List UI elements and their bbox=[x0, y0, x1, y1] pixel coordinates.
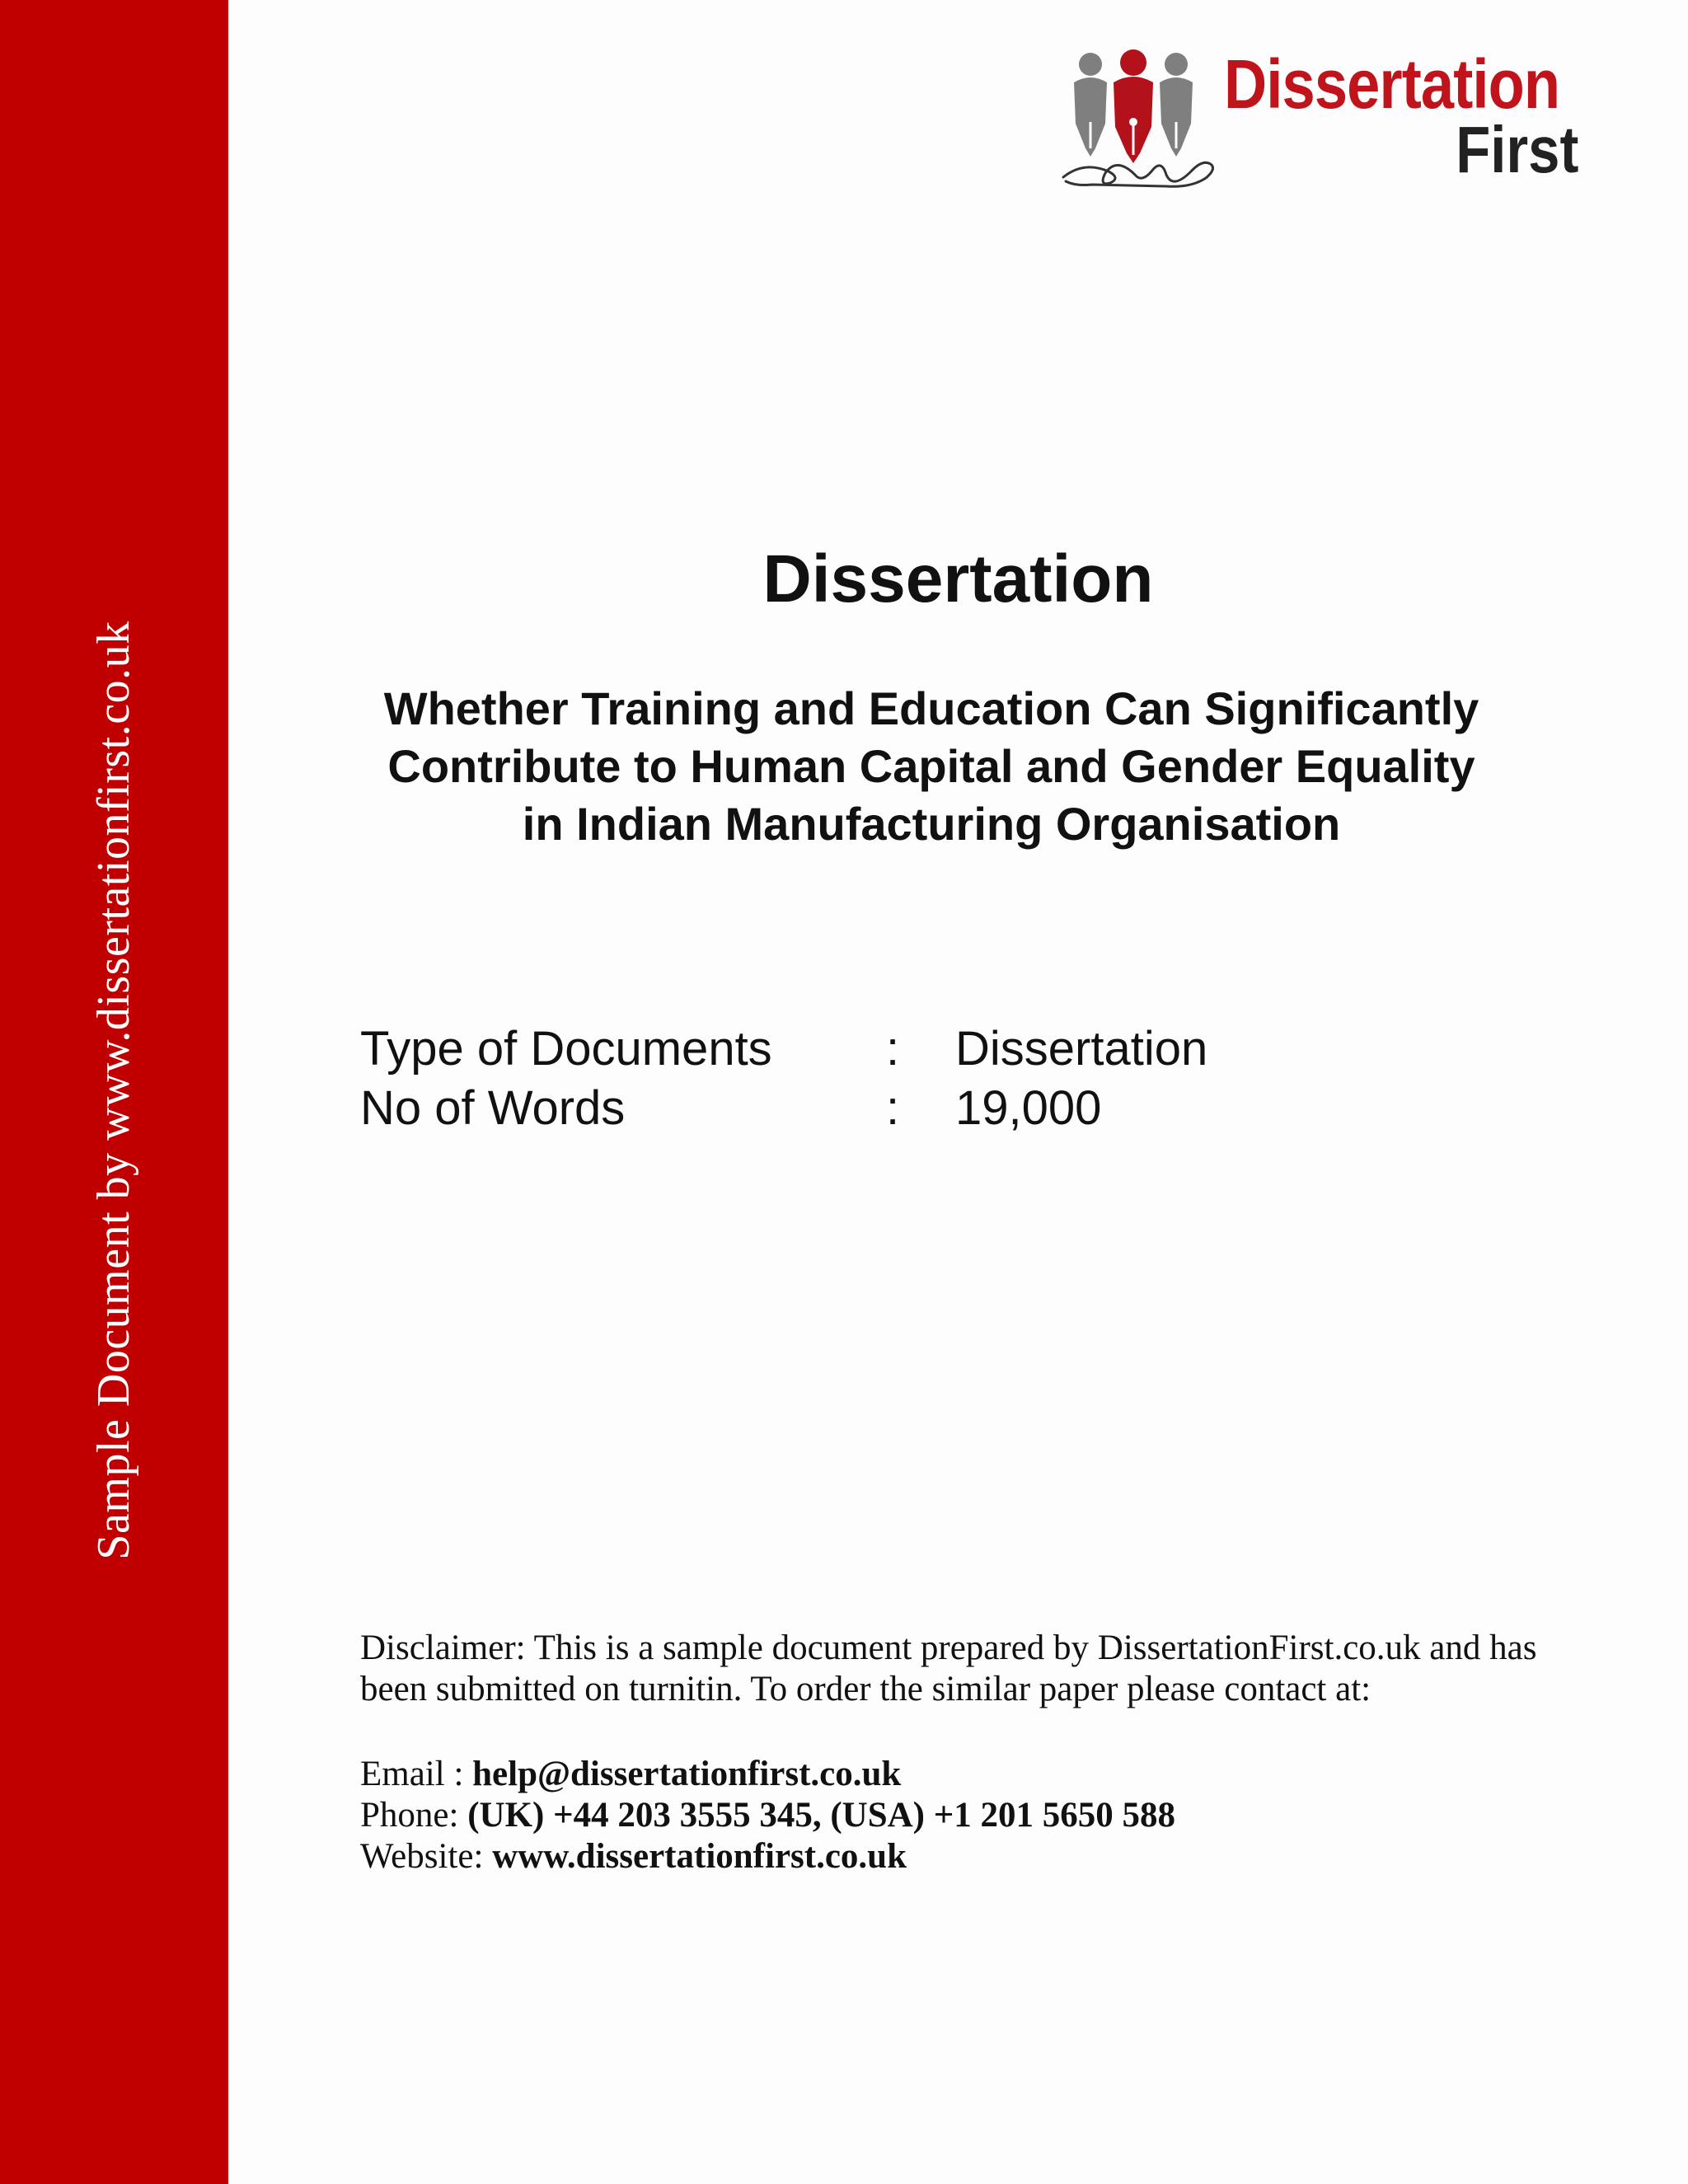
title-line: Whether Training and Education Can Significantly bbox=[383, 682, 1479, 734]
meta-separator: : bbox=[886, 1022, 900, 1076]
document-title bbox=[313, 680, 1550, 853]
contact-email-row bbox=[360, 1754, 1175, 1795]
sidebar-band bbox=[0, 0, 228, 2184]
meta-value: Dissertation bbox=[955, 1022, 1208, 1076]
phone-label: Phone: bbox=[360, 1796, 468, 1835]
brand-name-line1: Dissertation bbox=[1224, 45, 1560, 123]
email-link[interactable]: help@dissertationfirst.co.uk bbox=[472, 1755, 902, 1793]
three-people-pen-nibs-icon bbox=[1059, 25, 1224, 198]
meta-label: No of Words bbox=[360, 1081, 626, 1135]
brand-logo bbox=[1059, 25, 1595, 198]
contact-website-row bbox=[360, 1836, 1175, 1877]
title-line: Contribute to Human Capital and Gender Equality bbox=[387, 740, 1475, 792]
meta-separator: : bbox=[886, 1081, 900, 1135]
phone-numbers: (UK) +44 203 3555 345, (USA) +1 201 5650 588 bbox=[467, 1796, 1176, 1835]
website-link[interactable]: www.dissertationfirst.co.uk bbox=[492, 1837, 907, 1876]
contact-block bbox=[360, 1754, 1175, 1877]
brand-name-line2: First bbox=[1455, 113, 1578, 186]
title-line: in Indian Manufacturing Organisation bbox=[522, 798, 1341, 850]
meta-label: Type of Documents bbox=[360, 1022, 772, 1076]
website-label: Website: bbox=[360, 1837, 493, 1876]
document-heading: Dissertation bbox=[762, 541, 1154, 616]
disclaimer-line: been submitted on turnitin. To order the similar paper please contact at: bbox=[360, 1670, 1372, 1708]
disclaimer-line: Disclaimer: This is a sample document prepared by DissertationFirst.co.uk and has bbox=[360, 1629, 1537, 1667]
email-label: Email : bbox=[360, 1755, 473, 1793]
disclaimer-text bbox=[360, 1628, 1580, 1710]
meta-value: 19,000 bbox=[955, 1081, 1102, 1135]
contact-phone-row bbox=[360, 1795, 1175, 1836]
sidebar-watermark-text: Sample Document by www.dissertationfirst.co.uk bbox=[88, 621, 139, 1560]
